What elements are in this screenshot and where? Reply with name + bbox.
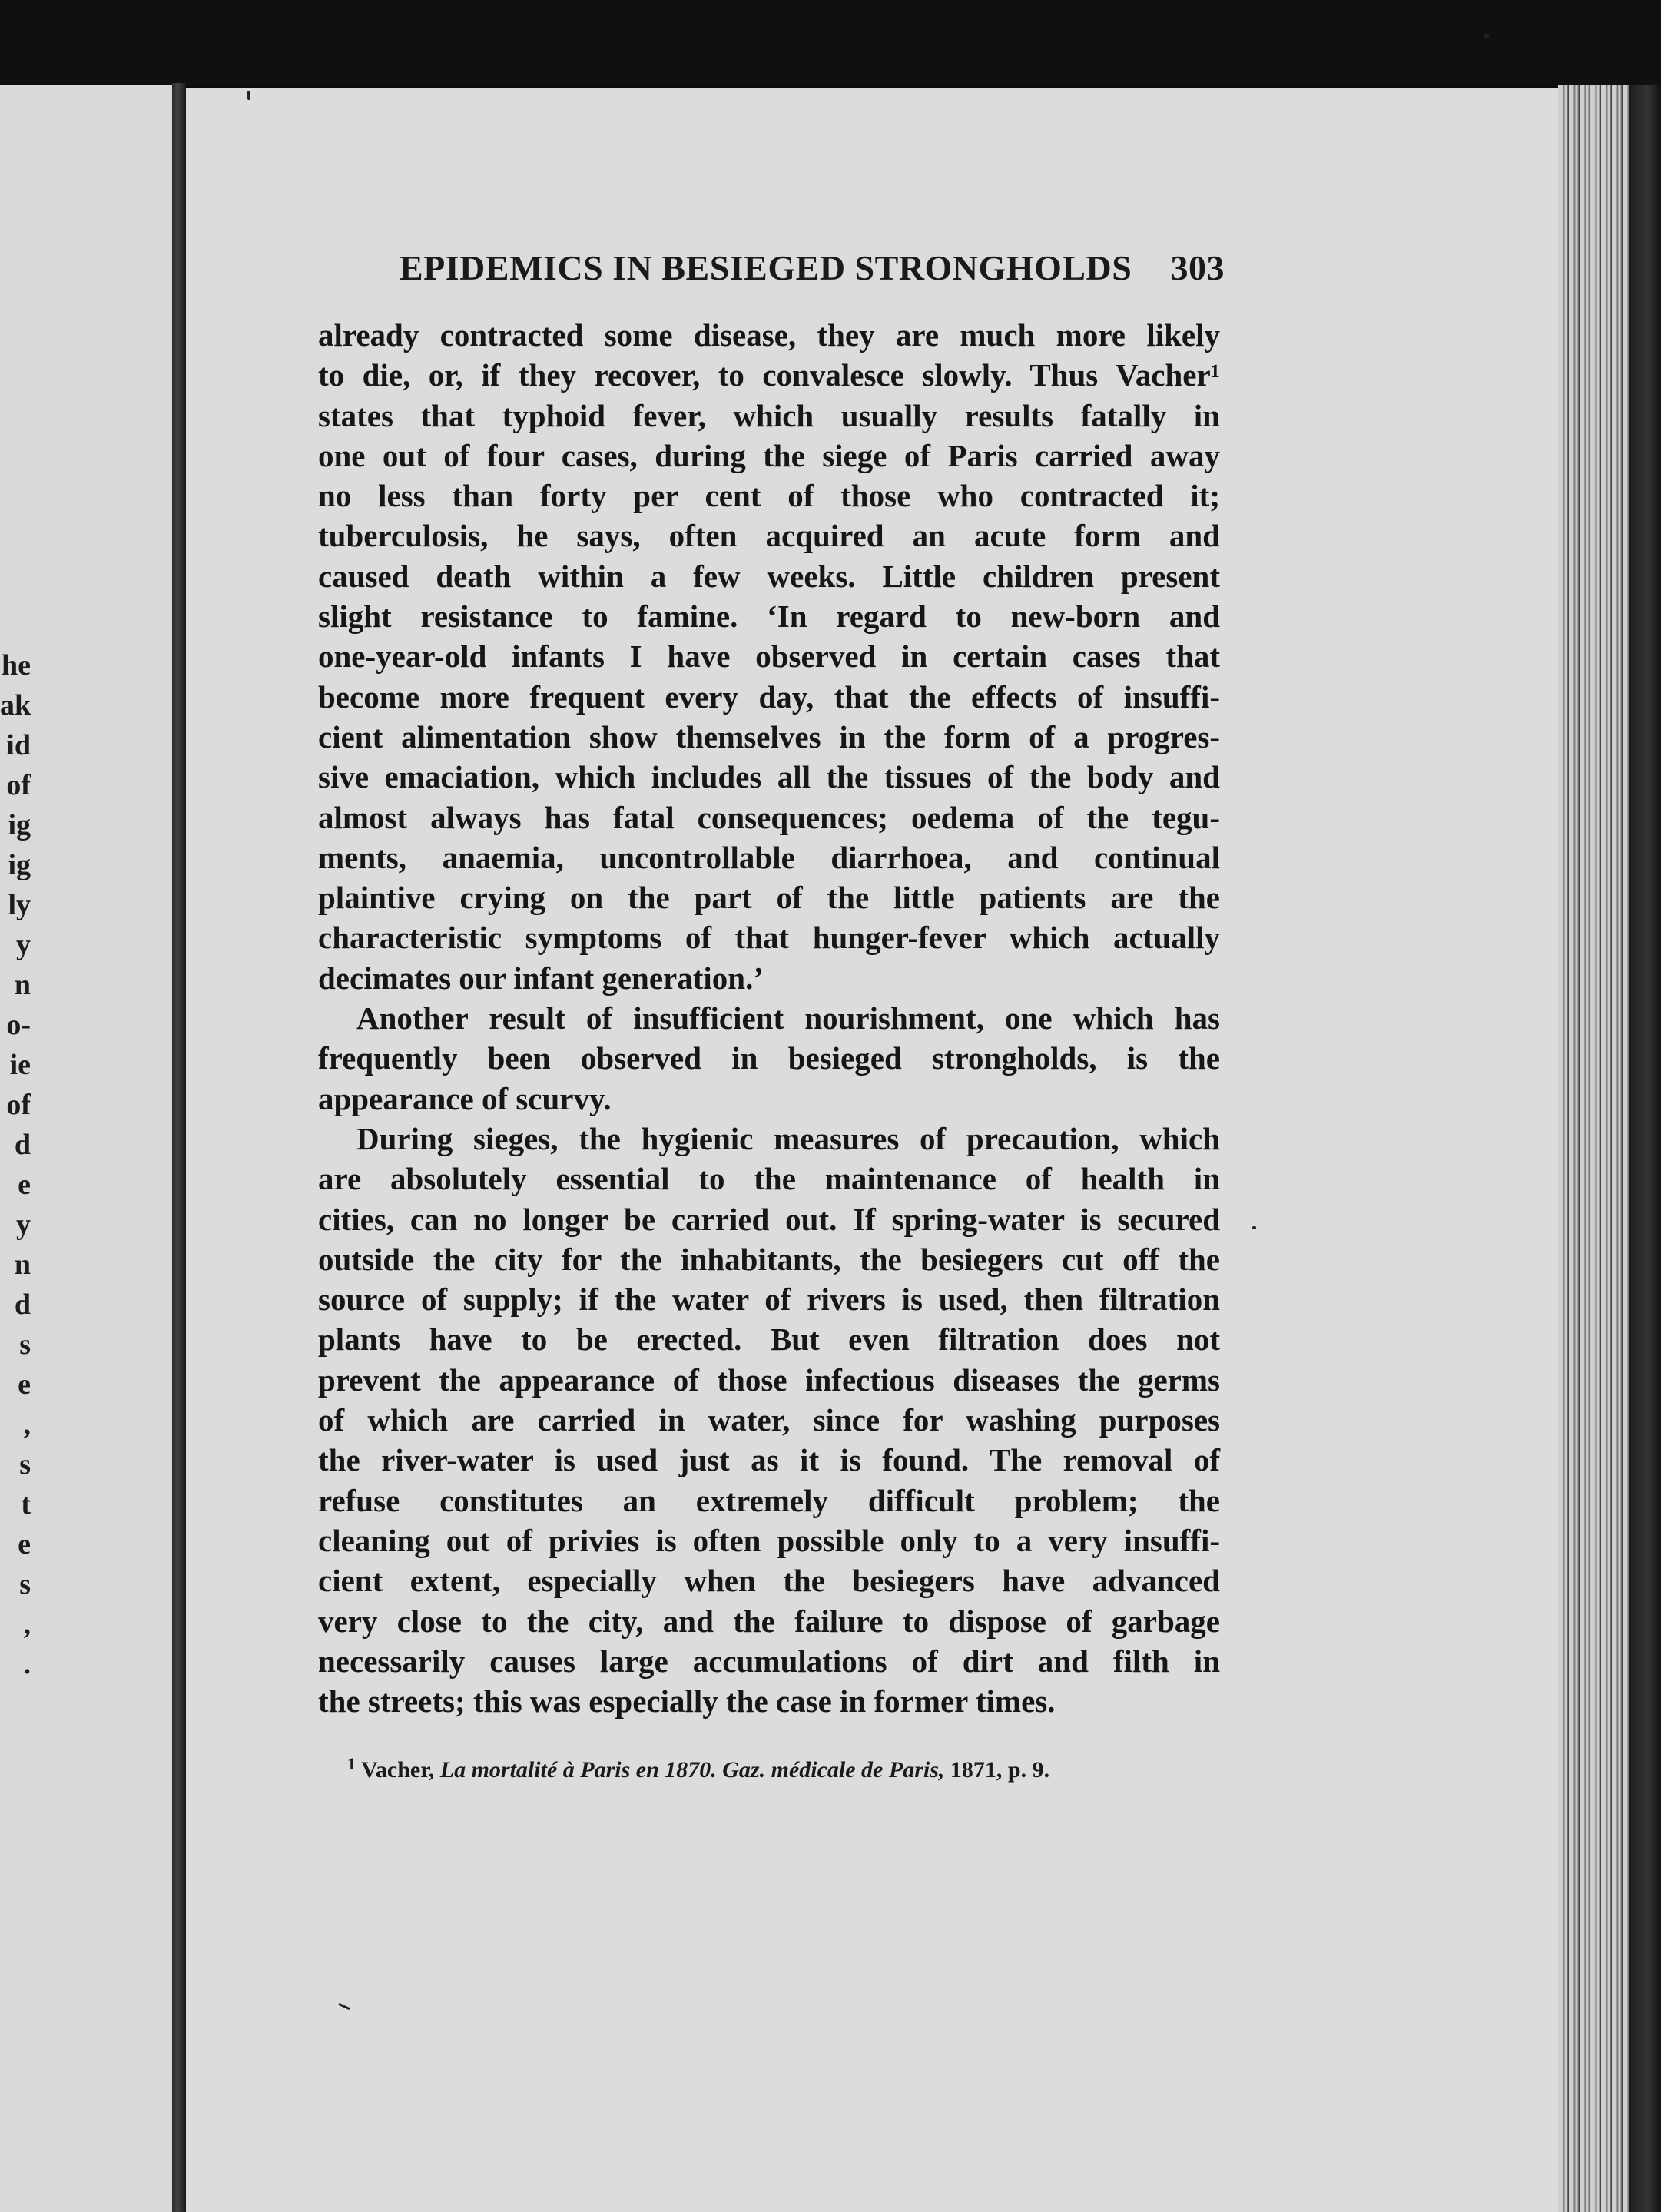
- facing-page-fragment: id: [6, 729, 31, 761]
- facing-page-fragment: ig: [8, 809, 31, 841]
- footnote-marker: 1: [347, 1754, 356, 1773]
- facing-page-fragment: d: [14, 1129, 31, 1161]
- text-line: cleaning out of privies is often possible only to a very insuffi-: [318, 1522, 1220, 1558]
- text-line: the streets; this was especially the case in former times.: [318, 1683, 1056, 1720]
- facing-page-fragment: he: [2, 649, 31, 682]
- facing-page-fragment: s: [19, 1328, 31, 1361]
- book-gutter: [172, 83, 186, 2212]
- text-line: one out of four cases, during the siege of Paris carried away: [318, 437, 1220, 473]
- facing-page-fragment: n: [14, 1249, 31, 1281]
- facing-page-fragment: ly: [8, 889, 31, 921]
- facing-page-fragment: ig: [8, 849, 31, 881]
- text-line: outside the city for the inhabitants, the besiegers cut off the: [318, 1241, 1220, 1277]
- facing-page-left: [0, 85, 174, 2212]
- page-number: 303: [1170, 248, 1225, 287]
- facing-page-fragment: ie: [9, 1049, 31, 1081]
- text-line: become more frequent every day, that the effects of insuffi-: [318, 678, 1220, 715]
- scan-speck: [247, 91, 250, 100]
- text-line: are absolutely essential to the maintenance of health in: [318, 1161, 1220, 1197]
- facing-page-fragment: ,: [23, 1408, 31, 1441]
- text-line: plants have to be erected. But even filtration does not: [318, 1322, 1220, 1358]
- facing-page-fragment: t: [21, 1488, 31, 1521]
- facing-page-fragment: s: [19, 1448, 31, 1481]
- facing-page-fragment: o-: [6, 1009, 31, 1041]
- text-line: cient alimentation show themselves in the form of a progres-: [318, 718, 1220, 754]
- running-head: [400, 247, 1225, 288]
- text-line: one-year-old infants I have observed in certain cases that: [318, 638, 1220, 675]
- text-line: prevent the appearance of those infectious diseases the germs: [318, 1361, 1220, 1398]
- text-line: very close to the city, and the failure to dispose of garbage: [318, 1603, 1220, 1639]
- text-line: refuse constitutes an extremely difficult problem; the: [318, 1482, 1220, 1518]
- facing-page-fragment: d: [14, 1288, 31, 1321]
- text-line: plaintive crying on the part of the little patients are the: [318, 880, 1220, 916]
- facing-page-text-fragments: [0, 645, 31, 1684]
- facing-page-fragment: s: [19, 1568, 31, 1600]
- text-line: sive emaciation, which includes all the tissues of the body and: [318, 759, 1220, 795]
- running-head-title: EPIDEMICS IN BESIEGED STRONGHOLDS: [400, 248, 1132, 287]
- facing-page-fragment: y: [16, 929, 31, 961]
- page-edges-right: [1558, 85, 1661, 2212]
- footnote-citation: 1871, p. 9.: [950, 1757, 1050, 1783]
- facing-page-fragment: ,: [23, 1608, 31, 1640]
- facing-page-fragment: n: [14, 969, 31, 1001]
- facing-page-fragment: e: [18, 1528, 31, 1560]
- text-line: decimates our infant generation.’: [318, 960, 764, 996]
- text-line: states that typhoid fever, which usually results fatally in: [318, 397, 1220, 433]
- text-line: Another result of insufficient nourishment, one which has: [356, 1000, 1220, 1036]
- scan-top-border: [0, 0, 1661, 86]
- text-line: source of supply; if the water of rivers is used, then filtration: [318, 1282, 1220, 1318]
- facing-page-fragment: e: [18, 1368, 31, 1401]
- facing-page-fragment: of: [6, 769, 31, 801]
- facing-page-fragment: of: [6, 1089, 31, 1121]
- text-line: During sieges, the hygienic measures of precaution, which: [356, 1120, 1220, 1156]
- footnote: [347, 1749, 1220, 1786]
- facing-page-fragment: e: [18, 1169, 31, 1201]
- text-line: cient extent, especially when the besiegers have advanced: [318, 1563, 1220, 1599]
- body-text: [318, 315, 1220, 1721]
- facing-page-fragment: y: [16, 1209, 31, 1241]
- text-line: slight resistance to famine. ‘In regard to new-born and: [318, 599, 1220, 635]
- text-line: already contracted some disease, they are much more likely: [318, 317, 1220, 353]
- footnote-author: Vacher,: [360, 1757, 435, 1783]
- text-line: cities, can no longer be carried out. If spring-water is secured: [318, 1201, 1220, 1237]
- text-line: the river-water is used just as it is found. The removal of: [318, 1442, 1220, 1478]
- text-line: frequently been observed in besieged strongholds, is the: [318, 1040, 1220, 1076]
- text-line: tuberculosis, he says, often acquired an acute form and: [318, 518, 1220, 554]
- text-line: almost always has fatal consequences; oedema of the tegu-: [318, 799, 1220, 835]
- footnote-title-journal: Gaz. médicale de Paris,: [722, 1757, 945, 1783]
- text-line: no less than forty per cent of those who contracted it;: [318, 478, 1220, 514]
- scan-speck: [1484, 34, 1489, 38]
- footnote-title-book: La mortalité à Paris en 1870.: [439, 1757, 717, 1783]
- text-line: necessarily causes large accumulations of dirt and filth in: [318, 1643, 1220, 1679]
- scan-speck: [1252, 1226, 1256, 1229]
- text-line: appearance of scurvy.: [318, 1080, 612, 1116]
- facing-page-fragment: .: [23, 1648, 31, 1680]
- text-line: characteristic symptoms of that hunger-fever which actually: [318, 920, 1220, 956]
- text-line: ments, anaemia, uncontrollable diarrhoea, and continual: [318, 839, 1220, 875]
- text-line: caused death within a few weeks. Little children present: [318, 558, 1220, 594]
- facing-page-fragment: ak: [0, 689, 31, 721]
- text-line: to die, or, if they recover, to convalesce slowly. Thus Vacher¹: [318, 357, 1220, 393]
- text-line: of which are carried in water, since for washing purposes: [318, 1402, 1220, 1438]
